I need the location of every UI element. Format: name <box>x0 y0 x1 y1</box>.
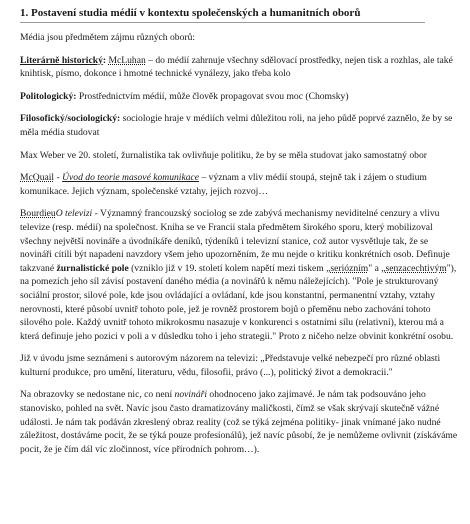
bourdieu-book: O televizi <box>55 208 93 220</box>
bourdieu-name: Bourdieu <box>20 208 56 220</box>
philosophical-paragraph: Filosofický/sociologický: sociologie hraje v médiích velmi důležitou roli, na jeho půdě poprvé zaznělo, že by se měla média studovat <box>20 113 453 138</box>
mcquail-book: Úvod do teorie masové komunikace <box>62 172 200 184</box>
journalistic-field: žurnalistické pole <box>56 262 129 274</box>
screens-paragraph: Na obrazovky se nedostane nic, co není novináři ohodnoceno jako zajímavé. Je nám tak podsouváno jeho stanovisko, pohled na svět. Navíc jsou často dramatizovány maličkosti, čímž se však skrývají skutečně vážné události. Je nám tak podáván zkreslený obraz reality (což se týká zejména politiky- jinak vnímané jako nudné záležitost, dostáváme pocit, že se týká pouze profesionálů), jež navíc působí, že je nemůžeme ovlivnit (získáváme pocit, že je čím dál víc zločinnost, více přírodních pohrom…). <box>20 389 458 455</box>
section-heading: 1. Postavení studia médií v kontextu společenských a humanitních oborů <box>20 6 425 23</box>
literary-label: Literárně historický <box>20 54 103 66</box>
philosophical-label: Filosofický/sociologický: <box>20 113 121 125</box>
mcquail-name: McQuail <box>20 172 55 184</box>
political-paragraph: Politologický: Prostřednictvím médií, může člověk propagovat svou moc (Chomsky) <box>20 90 349 102</box>
mcquail-paragraph: McQuail - Úvod do teorie masové komunikace – význam a vliv médií stoupá, stejně tak i zájem o studium komunikace. Jejich význam, společenské vztahy, jejich rozvoj… <box>20 172 427 197</box>
weber-paragraph: Max Weber ve 20. století, žurnalistika tak ovlivňuje politiku, že by se měla studovat jako samostatný obor <box>20 149 427 161</box>
literary-paragraph: Literárně historický: McLuhan – do médií zahrnuje všechny sdělovací prostředky, nejen tisk a rozhlas, ale také knihtisk, písmo, dokonce i hmotné technické vynálezy, jako třeba kolo <box>20 54 453 80</box>
political-label: Politologický: <box>20 90 77 102</box>
bourdieu-paragraph: BourdieuO televizi - Významný francouzský sociolog se zde zabývá mechanismy neviditelné cenzury a vlivu televize (resp. médií) na společnost. Kniha se ve Francii stala předmětem širokého sporu, který mobilizoval všechny největší novináře a úvodníkáře deníků, týdeníků i televizní stanice, což autor vysvětluje tak, že se novináři cítili být napadeni navzdory všem jeho upozorněním, že mu nejde o kritiku konkrétních osob. Definuje takzvané žurnalistické pole (vzniklo již v 19. století kolem napětí mezi tiskem „seriózním" a „senzacechtivým"), na pomezích jeho síl závisí postavení daného média (a novinářů k němu náležejících). "Pole je strukturovaný sociální prostor, silové pole, kde jsou ovládající a ovládaní, kde jsou konstantní, permanentní vztahy, vztahy nerovnosti, které působí uvnitř tohoto pole, jež je rovněž prostorem bojů o přeměnu nebo zachování tohoto silového pole. Každý uvnitř tohoto mikrokosmu nasazuje v konkurenci s ostatními sílu (relativní), kterou má a která definuje jeho pozici v poli a v důsledku toho i jeho strategii." Proto z ničeho nelze obvinit konkrétní osobu. <box>20 208 457 342</box>
mcluhan-name: McLuhan <box>108 54 146 66</box>
summary-paragraph: Již v úvodu jsme seznámeni s autorovým názorem na televizi: „Představuje velké nebezpečí pro různé oblasti kulturní produkce, pro umění, literaturu, vědu, filosofii, právo (...), politický život a demokracii." <box>20 353 441 378</box>
intro-paragraph: Média jsou předmětem zájmu různých oborů: <box>20 32 196 43</box>
